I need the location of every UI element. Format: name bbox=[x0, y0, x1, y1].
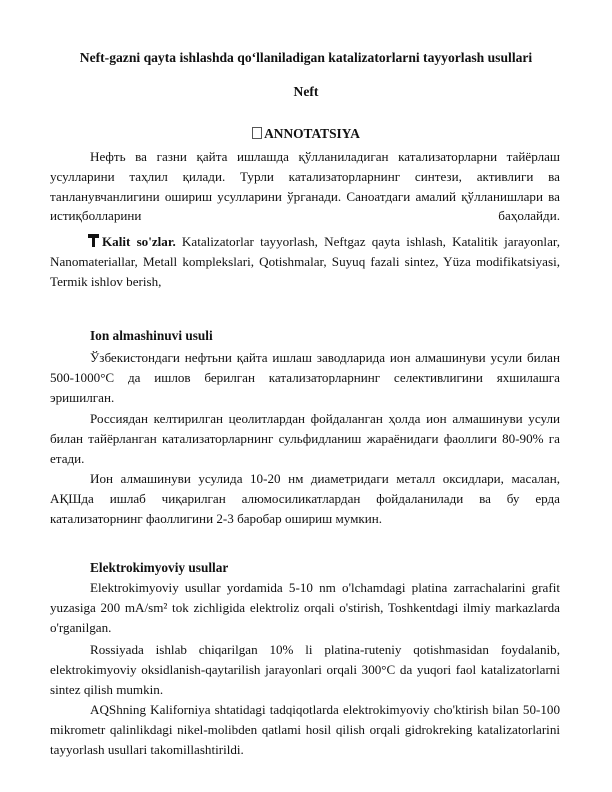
keywords-paragraph bbox=[50, 232, 560, 291]
annotation-paragraph: Нефть ва газни қайта ишлашда қўлланиладиган катализаторларни тайёрлаш усулларини таҳлил қилади. Турли катализаторларнинг синтези, активлиги ва танланувчанлигини ошириш усулларини ўрганади. Саноатдаги амалий қўлланишлари ва истиқболларини баҳолайди. bbox=[50, 149, 560, 224]
annotation-text-block bbox=[50, 147, 560, 226]
annotation-heading-text: ANNOTATSIYA bbox=[264, 126, 360, 141]
annotation-heading bbox=[0, 126, 612, 142]
section-paragraph bbox=[50, 700, 560, 759]
paragraph-text: Россиядан келтирилган цеолитлардан фойдаланган ҳолда ион алмашинуви усули билан тайёрланган катализаторларнинг сульфидланиш жараёнидаги фаоллиги 80-90% га етади. bbox=[50, 411, 560, 466]
section-heading-electrochemical: Elektrokimyoviy usullar bbox=[90, 560, 229, 575]
paragraph-text: Elektrokimyoviy usullar yordamida 5-10 nm o'lchamdagi platina zarrachalarini grafit yuzasiga 200 mA/sm² tok zichligida elektroliz orqali o'stirish, Toshkentdagi ilmiy markazlarda o'rganilgan. bbox=[50, 580, 560, 635]
section-paragraph bbox=[50, 578, 560, 637]
section-heading-ion-exchange: Ion almashinuvi usuli bbox=[90, 328, 213, 343]
keywords-block bbox=[50, 232, 560, 291]
section-paragraph bbox=[50, 469, 560, 528]
paragraph-text: Ўзбекистондаги нефтьни қайта ишлаш заводларида ион алмашинуви усули билан 500-1000°С да ишлов берилган катализаторларнинг селективлигини яхшилашга эришилган. bbox=[50, 350, 560, 405]
section-paragraph bbox=[50, 640, 560, 699]
box-icon bbox=[252, 127, 262, 139]
paragraph-text: Ион алмашинуви усулида 10-20 нм диаметридаги металл оксидлари, масалан, АҚШда ишлаб чиқарилган алюмосиликатлардан фойдаланилади ва бу ерда катализаторнинг фаоллигини 2-3 баробар ошириш мумкин. bbox=[50, 471, 560, 526]
paragraph-text: Rossiyada ishlab chiqarilgan 10% li platina-ruteniy qotishmasidan foydalanib, elektrokimyoviy oksidlanish-qaytarilish jarayonlari orqali 300°C da yuqori faol katalizatorlarni sintez qilish mumkin. bbox=[50, 642, 560, 697]
paragraph-text: AQShning Kaliforniya shtatidagi tadqiqotlarda elektrokimyoviy cho'ktirish bilan 50-100 mikrometr qalinlikdagi nikel-molibden qatlami hosil qilish orqali gidrokreking katalizatorlarini tayyorlash usullari takomillashtirildi. bbox=[50, 702, 560, 757]
pin-icon bbox=[88, 234, 100, 247]
document-subtitle: Neft bbox=[293, 84, 319, 99]
keywords-label: Kalit so'zlar. bbox=[102, 234, 176, 249]
document-title: Neft-gazni qayta ishlashda qo‘llaniladigan katalizatorlarni tayyorlash usullari bbox=[79, 50, 533, 65]
keywords-text: Katalizatorlar tayyorlash, Neftgaz qayta ishlash, Katalitik jarayonlar, Nanomateriallar, Metall komplekslari, Qotishmalar, Suyuq fazali sintez, Yüza modifikatsiyasi, Termik ishlov berish, bbox=[50, 234, 560, 289]
section-paragraph bbox=[50, 348, 560, 407]
section-paragraph bbox=[50, 409, 560, 468]
